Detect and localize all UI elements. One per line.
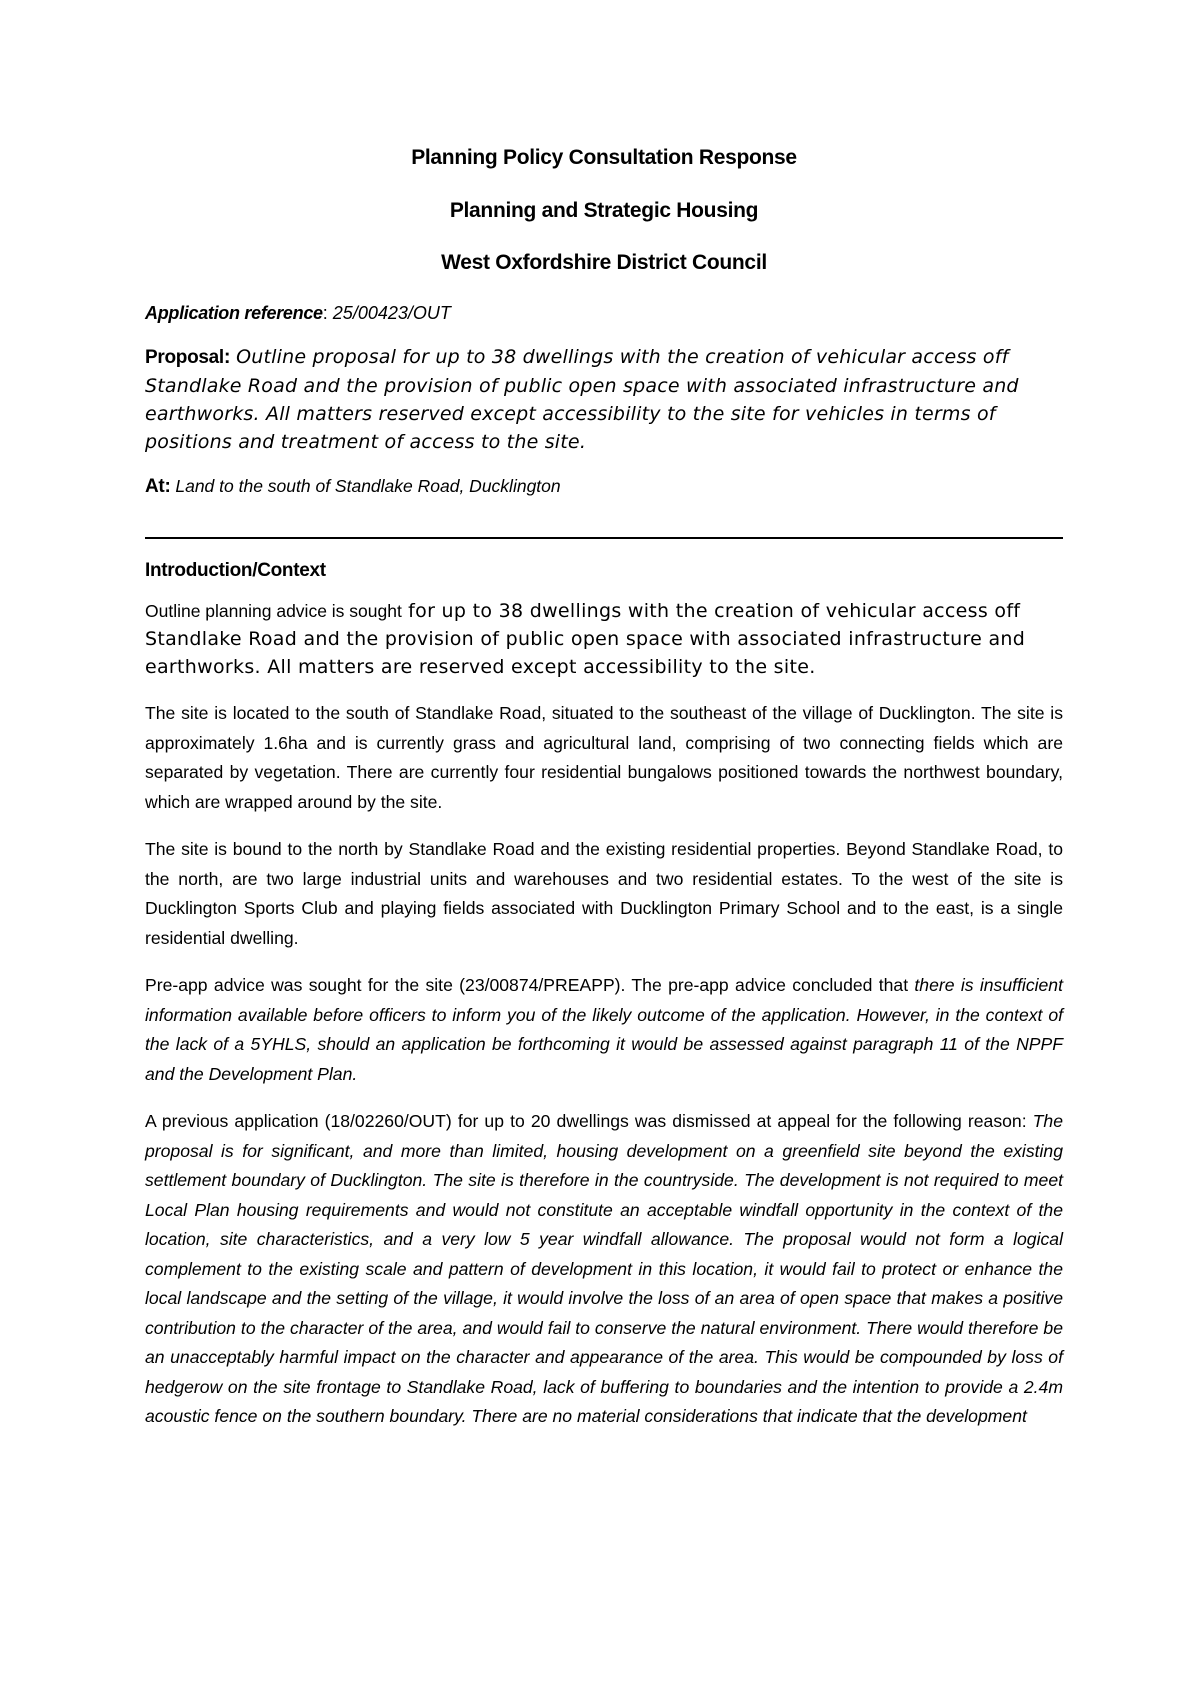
site-address-label: At: xyxy=(145,476,171,497)
proposal-value: Outline proposal for up to 38 dwellings with the creation of vehicular access off Standlake Road and the provision of public open space with associated infrastructure and earthworks. All matters reserved except accessibility to the site for vehicles in terms of positions and treatment of access to the site. xyxy=(145,346,1019,453)
site-address xyxy=(145,476,1063,498)
document-title: Planning Policy Consultation Response xyxy=(411,146,797,169)
application-reference-value: 25/00423/OUT xyxy=(332,303,451,323)
paragraph-site-bound: The site is bound to the north by Standlake Road and the existing residential properties. Beyond Standlake Road, to the north, are two large industrial units and warehouses and two residential estates. To the west of the site is Ducklington Sports Club and playing fields associated with Ducklington Primary School and to the east, is a single residential dwelling. xyxy=(145,839,1063,948)
application-reference-label: Application reference xyxy=(145,303,323,323)
application-reference-colon: : xyxy=(322,303,328,323)
paragraph-preapp xyxy=(145,971,1063,1089)
application-reference xyxy=(145,303,1063,324)
section-heading-introduction: Introduction/Context xyxy=(145,560,326,581)
paragraph-site-location: The site is located to the south of Standlake Road, situated to the southeast of the village of Ducklington. The site is approximately 1.6ha and is currently grass and agricultural land, comprising of two connecting fields which are separated by vegetation. There are currently four residential bungalows positioned towards the northwest boundary, which are wrapped around by the site. xyxy=(145,703,1063,812)
intro-rest: for up to 38 dwellings with the creation of vehicular access off Standlake Road and the provision of public open space with associated infrastructure and earthworks. All matters are reserved except accessibility to the site. xyxy=(145,600,1026,678)
proposal-colon: : xyxy=(223,346,231,368)
preapp-plain: Pre-app advice was sought for the site (23/00874/PREAPP). The pre-app advice concluded that xyxy=(145,975,915,995)
proposal-label: Proposal xyxy=(145,347,224,368)
department-title: Planning and Strategic Housing xyxy=(449,199,759,222)
preapp-quote: there is insufficient information available before officers to inform you of the likely outcome of the application. However, in the context of the lack of a 5YHLS, should an application be forthcoming it would be assessed against paragraph 11 of the NPPF and the Development Plan. xyxy=(145,975,1063,1084)
document-body xyxy=(145,146,1063,1449)
intro-lead: Outline planning advice is sought xyxy=(145,601,402,621)
previous-plain: A previous application (18/02260/OUT) for up to 20 dwellings was dismissed at appeal for the following reason: xyxy=(145,1111,1033,1131)
paragraph-previous-application xyxy=(145,1107,1063,1432)
section-divider xyxy=(145,537,1063,539)
paragraph-intro xyxy=(145,597,1063,681)
previous-quote: The proposal is for significant, and more than limited, housing development on a greenfield site beyond the existing settlement boundary of Ducklington. The site is therefore in the countryside. The development is not required to meet Local Plan housing requirements and would not constitute an acceptable windfall opportunity in the context of the location, site characteristics, and a very low 5 year windfall allowance. The proposal would not form a logical complement to the existing scale and pattern of development in this location, it would fail to protect or enhance the local landscape and the setting of the village, it would involve the loss of an area of open space that makes a positive contribution to the character of the area, and would fail to conserve the natural environment. There would therefore be an unacceptably harmful impact on the character and appearance of the area. This would be compounded by loss of hedgerow on the site frontage to Standlake Road, lack of buffering to boundaries and the intention to provide a 2.4m acoustic fence on the southern boundary. There are no material considerations that indicate that the development xyxy=(145,1111,1063,1426)
site-address-value: Land to the south of Standlake Road, Ducklington xyxy=(175,476,561,496)
council-title: West Oxfordshire District Council xyxy=(441,251,767,274)
proposal xyxy=(145,343,1063,456)
